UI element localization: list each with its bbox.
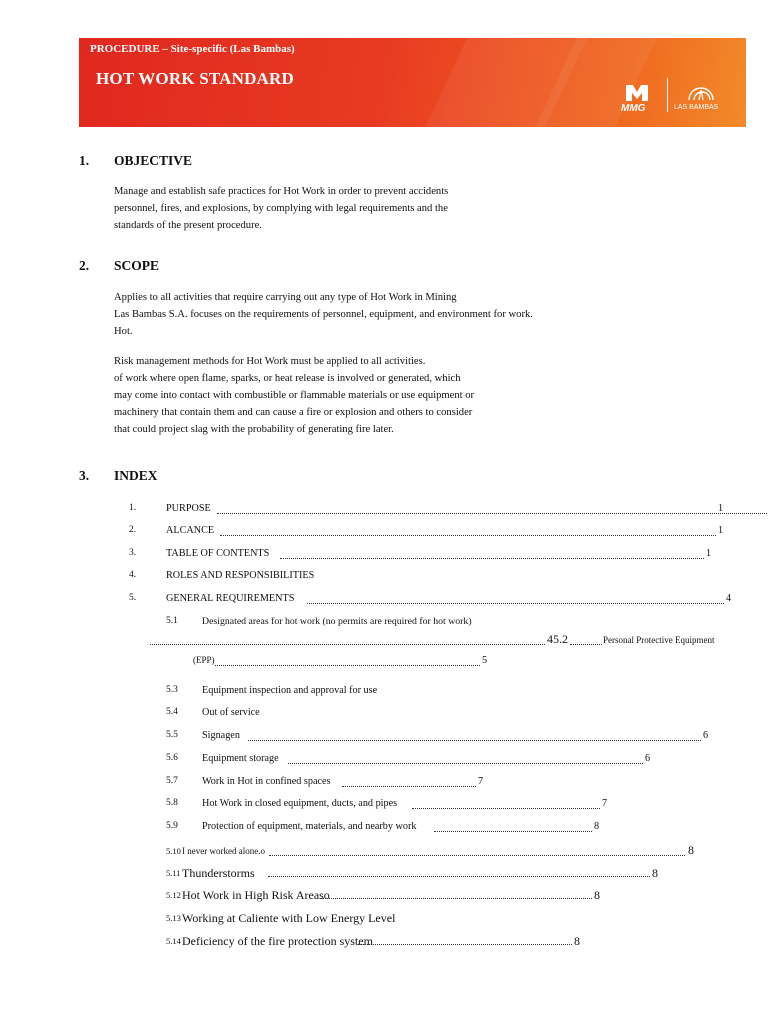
section-title: INDEX xyxy=(114,468,158,483)
toc-number: 5.10 xyxy=(166,846,181,856)
section-number: 2. xyxy=(79,258,90,273)
mmg-logo-text: MMG xyxy=(621,103,646,113)
toc-label: Deficiency of the fire protection system xyxy=(182,934,373,948)
text-line: Hot. xyxy=(114,326,133,337)
toc-label: Thunderstorms xyxy=(182,866,255,880)
toc-leader xyxy=(570,634,602,645)
toc-page: 7 xyxy=(478,776,484,787)
toc-number: 3. xyxy=(129,548,137,558)
mmg-logo xyxy=(620,79,662,113)
toc-page: 6 xyxy=(645,753,651,764)
toc-label: Working at Caliente with Low Energy Level xyxy=(182,911,396,925)
text-line: personnel, fires, and explosions, by complying with legal requirements and the xyxy=(114,203,448,214)
las-bambas-logo-text: LAS BAMBAS xyxy=(674,104,719,111)
toc-number: 4. xyxy=(129,570,137,580)
scope-paragraph-2 xyxy=(114,353,474,438)
toc-page: 8 xyxy=(652,866,658,880)
section-number: 1. xyxy=(79,153,90,168)
section-title: OBJECTIVE xyxy=(114,153,193,168)
toc-number: 2. xyxy=(129,525,137,535)
toc-page: 7 xyxy=(602,798,608,809)
toc-leader xyxy=(150,634,545,645)
toc-number: 5.5 xyxy=(166,730,178,740)
toc-page-and-number: 45.2 xyxy=(547,632,568,646)
toc-number: 5.4 xyxy=(166,707,178,717)
toc-number: 5.11 xyxy=(166,868,181,878)
toc-leader xyxy=(412,798,600,809)
text-line: Applies to all activities that require carrying out any type of Hot Work in Mining xyxy=(114,292,457,303)
toc-leader xyxy=(288,753,643,764)
toc-number: 5.8 xyxy=(166,798,178,808)
toc-number: 5.1 xyxy=(166,616,178,626)
toc-label: Signagen xyxy=(202,730,240,741)
toc-leader xyxy=(269,845,685,856)
header-banner xyxy=(79,38,746,127)
section-number: 3. xyxy=(79,468,90,483)
toc-leader xyxy=(220,525,716,536)
toc-label: Protection of equipment, materials, and nearby work xyxy=(202,821,417,832)
toc-page: 4 xyxy=(726,593,732,604)
toc-number: 5.7 xyxy=(166,776,178,786)
toc-label: Equipment storage xyxy=(202,753,279,764)
text-line: that could project slag with the probability of generating fire later. xyxy=(114,424,394,435)
toc-number: 5.6 xyxy=(166,753,178,763)
toc-leader xyxy=(320,888,592,899)
toc-leader xyxy=(342,776,476,787)
toc-number: 5. xyxy=(129,593,137,603)
logo-divider xyxy=(667,78,668,112)
text-line: machinery that contain them and can cause a fire or explosion and others to consider xyxy=(114,407,473,418)
toc-number: 5.3 xyxy=(166,685,178,695)
toc-page: 8 xyxy=(594,821,600,832)
text-line: Las Bambas S.A. focuses on the requirements of personnel, equipment, and environment for work. xyxy=(114,309,533,320)
toc-label: Personal Protective Equipment xyxy=(603,635,715,645)
toc-label: (EPP) xyxy=(193,655,215,665)
toc-label: Equipment inspection and approval for use xyxy=(202,685,378,696)
toc-page: 8 xyxy=(574,934,580,948)
section-title: SCOPE xyxy=(114,258,160,273)
toc-number: 1. xyxy=(129,503,137,513)
objective-paragraph xyxy=(114,183,448,234)
toc-page: 1 xyxy=(706,548,712,559)
toc-label: Work in Hot in confined spaces xyxy=(202,776,331,787)
toc-page: 5 xyxy=(482,655,488,666)
toc-leader xyxy=(217,503,768,514)
toc-leader xyxy=(268,866,650,877)
toc-label: ROLES AND RESPONSIBILITIES xyxy=(166,570,315,581)
toc-leader xyxy=(215,655,480,666)
toc-number: 5.13 xyxy=(166,913,181,923)
toc-leader xyxy=(248,730,701,741)
toc-page: 8 xyxy=(594,888,600,902)
toc-leader xyxy=(280,548,704,559)
text-line: may come into contact with combustible or flammable materials or use equipment or xyxy=(114,390,475,401)
toc-label: Out of service xyxy=(202,707,260,718)
toc-page: 8 xyxy=(688,843,694,857)
toc-label: GENERAL REQUIREMENTS xyxy=(166,593,295,604)
toc-label: ALCANCE xyxy=(166,525,215,536)
scope-paragraph-1 xyxy=(114,289,533,340)
document-subtitle: PROCEDURE – Site-specific (Las Bambas) xyxy=(90,43,295,55)
text-line: Manage and establish safe practices for Hot Work in order to prevent accidents xyxy=(114,186,449,197)
toc-label: Designated areas for hot work (no permits are required for hot work) xyxy=(202,616,472,627)
toc-number: 5.14 xyxy=(166,936,181,946)
toc-label: Hot Work in closed equipment, ducts, and pipes xyxy=(202,798,398,809)
toc-page: 1 xyxy=(718,525,724,536)
toc-page: 6 xyxy=(703,730,709,741)
toc-label: TABLE OF CONTENTS xyxy=(166,548,270,559)
toc-number: 5.9 xyxy=(166,821,178,831)
toc-leader xyxy=(358,934,572,945)
toc-label: I never worked alone.o xyxy=(182,846,265,856)
text-line: of work where open flame, sparks, or heat release is involved or generated, which xyxy=(114,373,461,384)
toc-page: 1 xyxy=(718,503,724,514)
toc-label: PURPOSE xyxy=(166,503,211,514)
toc-leader xyxy=(307,593,724,604)
toc-number: 5.12 xyxy=(166,890,181,900)
toc-leader xyxy=(434,821,592,832)
text-line: standards of the present procedure. xyxy=(114,220,262,231)
document-title: HOT WORK STANDARD xyxy=(96,69,294,88)
toc-label: Hot Work in High Risk Areaso xyxy=(182,888,330,902)
text-line: Risk management methods for Hot Work must be applied to all activities. xyxy=(114,356,426,367)
